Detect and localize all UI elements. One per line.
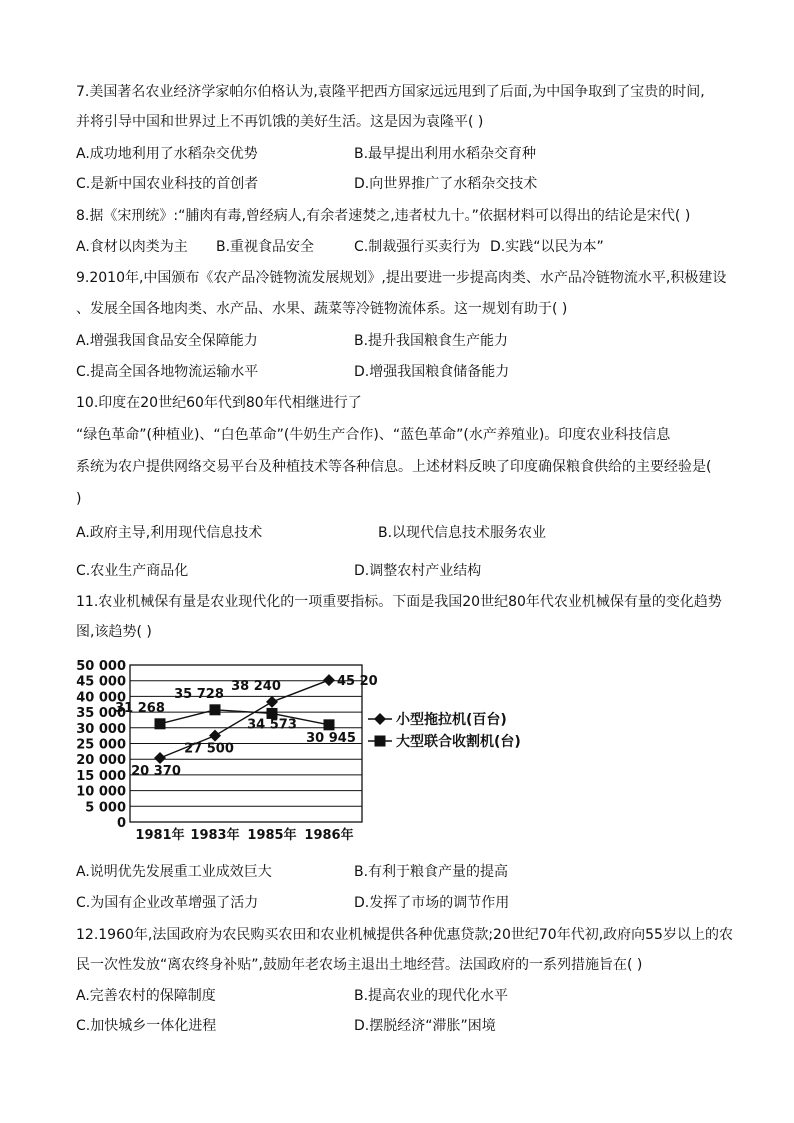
q10-option-d: D.调整农村产业结构 (354, 563, 482, 579)
y-tick-label: 0 (116, 816, 126, 831)
x-tick-label: 1985年 (247, 828, 297, 843)
data-label: 30 945 (306, 730, 356, 746)
data-label: 35 728 (174, 686, 224, 702)
q10-stem-line3: 系统为农户提供网络交易平台及种植技术等各种信息。上述材料反映了印度确保粮食供给的主要经验是( (76, 459, 712, 475)
data-label: 34 573 (247, 717, 297, 733)
q7-stem-line1: 7.美国著名农业经济学家帕尔伯格认为,袁隆平把西方国家远远甩到了后面,为中国争取到了宝贵的时间, (76, 84, 705, 100)
point-marker (154, 752, 166, 764)
chart-legend (368, 711, 521, 750)
machinery-chart (70, 652, 570, 852)
q10-stem-line4: ) (76, 491, 82, 507)
q8-option-c: C.制裁强行买卖行为 (354, 239, 481, 255)
q10-option-a: A.政府主导,利用现代信息技术 (76, 525, 263, 541)
q10-stem-line2: “绿色革命”(种植业)、“白色革命”(牛奶生产合作)、“蓝色革命”(水产养殖业)。印度农业科技信息 (76, 427, 671, 443)
y-tick-label: 50 000 (76, 659, 126, 674)
y-axis-ticks (76, 659, 126, 831)
q10-option-c: C.农业生产商品化 (76, 563, 189, 579)
q8-option-a: A.食材以肉类为主 (76, 239, 188, 255)
q7-option-c: C.是新中国农业科技的首创者 (76, 176, 259, 192)
q12-option-c: C.加快城乡一体化进程 (76, 1018, 217, 1034)
q10-option-b: B.以现代信息技术服务农业 (378, 525, 547, 541)
x-tick-label: 1986年 (304, 828, 354, 843)
y-tick-label: 20 000 (76, 753, 126, 769)
legend-label: 小型拖拉机(百台) (396, 712, 507, 728)
q10-stem-line1: 10.印度在20世纪60年代到80年代相继进行了 (76, 395, 362, 411)
q9-option-c: C.提高全国各地物流运输水平 (76, 364, 259, 380)
legend-label: 大型联合收割机(台) (396, 734, 521, 750)
point-marker (209, 730, 221, 742)
q7-option-a: A.成功地利用了水稻杂交优势 (76, 146, 258, 162)
q11-stem-line1: 11.农业机械保有量是农业现代化的一项重要指标。下面是我国20世纪80年代农业机械保有量的变化趋势 (76, 594, 722, 610)
q11-option-c: C.为国有企业改革增强了活力 (76, 895, 259, 911)
q12-option-a: A.完善农村的保障制度 (76, 988, 216, 1004)
q9-option-b: B.提升我国粮食生产能力 (354, 333, 509, 349)
q8-option-b: B.重视食品安全 (216, 239, 315, 255)
data-label: 38 240 (231, 678, 281, 694)
legend-marker (374, 713, 386, 725)
q11-option-d: D.发挥了市场的调节作用 (354, 895, 510, 911)
point-marker (324, 719, 335, 730)
q7-stem-line2: 并将引导中国和世界过上不再饥饿的美好生活。这是因为袁隆平( ) (76, 114, 484, 130)
x-axis-ticks (135, 827, 353, 843)
q12-stem-line1: 12.1960年,法国政府为农民购买农田和农业机械提供各种优惠贷款;20世纪70年代初,政府向55岁以上的农 (76, 927, 733, 943)
y-tick-label: 35 000 (76, 706, 126, 722)
q11-option-b: B.有利于粮食产量的提高 (354, 864, 509, 880)
q9-stem-line2: 、发展全国各地肉类、水产品、水果、蔬菜等冷链物流体系。这一规划有助于( ) (76, 301, 568, 317)
q7-option-b: B.最早提出利用水稻杂交育种 (354, 146, 537, 162)
q8-option-d: D.实践“以民为本” (490, 239, 604, 255)
y-tick-label: 15 000 (76, 768, 126, 784)
legend-marker (375, 736, 386, 747)
y-tick-label: 30 000 (76, 721, 126, 737)
point-marker (323, 674, 335, 686)
q11-option-a: A.说明优先发展重工业成效巨大 (76, 864, 272, 880)
y-tick-label: 10 000 (76, 784, 126, 800)
q8-stem-line1: 8.据《宋刑统》:“脯肉有毒,曾经病人,有余者速焚之,违者杖九十。”依据材料可以得出的结论是宋代( ) (76, 208, 691, 224)
point-marker (266, 696, 278, 708)
y-tick-label: 40 000 (76, 690, 126, 706)
q12-option-b: B.提高农业的现代化水平 (354, 988, 509, 1004)
x-tick-label: 1983年 (190, 828, 240, 843)
data-label: 45 20 (337, 674, 378, 690)
y-tick-label: 5 000 (85, 800, 126, 816)
q12-option-d: D.摆脱经济“滞胀”困境 (354, 1018, 496, 1034)
q9-stem-line1: 9.2010年,中国颁布《农产品冷链物流发展规划》,提出要进一步提高肉类、水产品冷链物流水平,积极建设 (76, 270, 727, 286)
data-label: 31 268 (115, 700, 165, 716)
q9-option-a: A.增强我国食品安全保障能力 (76, 333, 258, 349)
y-tick-label: 25 000 (76, 737, 126, 753)
q11-stem-line2: 图,该趋势( ) (76, 624, 152, 640)
q7-option-d: D.向世界推广了水稻杂交技术 (354, 176, 538, 192)
data-label: 27 500 (184, 741, 234, 757)
q12-stem-line2: 民一次性发放“离农终身补贴”,鼓励年老农场主退出土地经营。法国政府的一系列措施旨在( ) (76, 957, 643, 973)
data-label: 20 370 (131, 764, 181, 780)
x-tick-label: 1981年 (135, 828, 185, 843)
y-tick-label: 45 000 (76, 674, 126, 690)
point-marker (155, 718, 166, 729)
point-marker (210, 704, 221, 715)
q9-option-d: D.增强我国粮食储备能力 (354, 364, 510, 380)
